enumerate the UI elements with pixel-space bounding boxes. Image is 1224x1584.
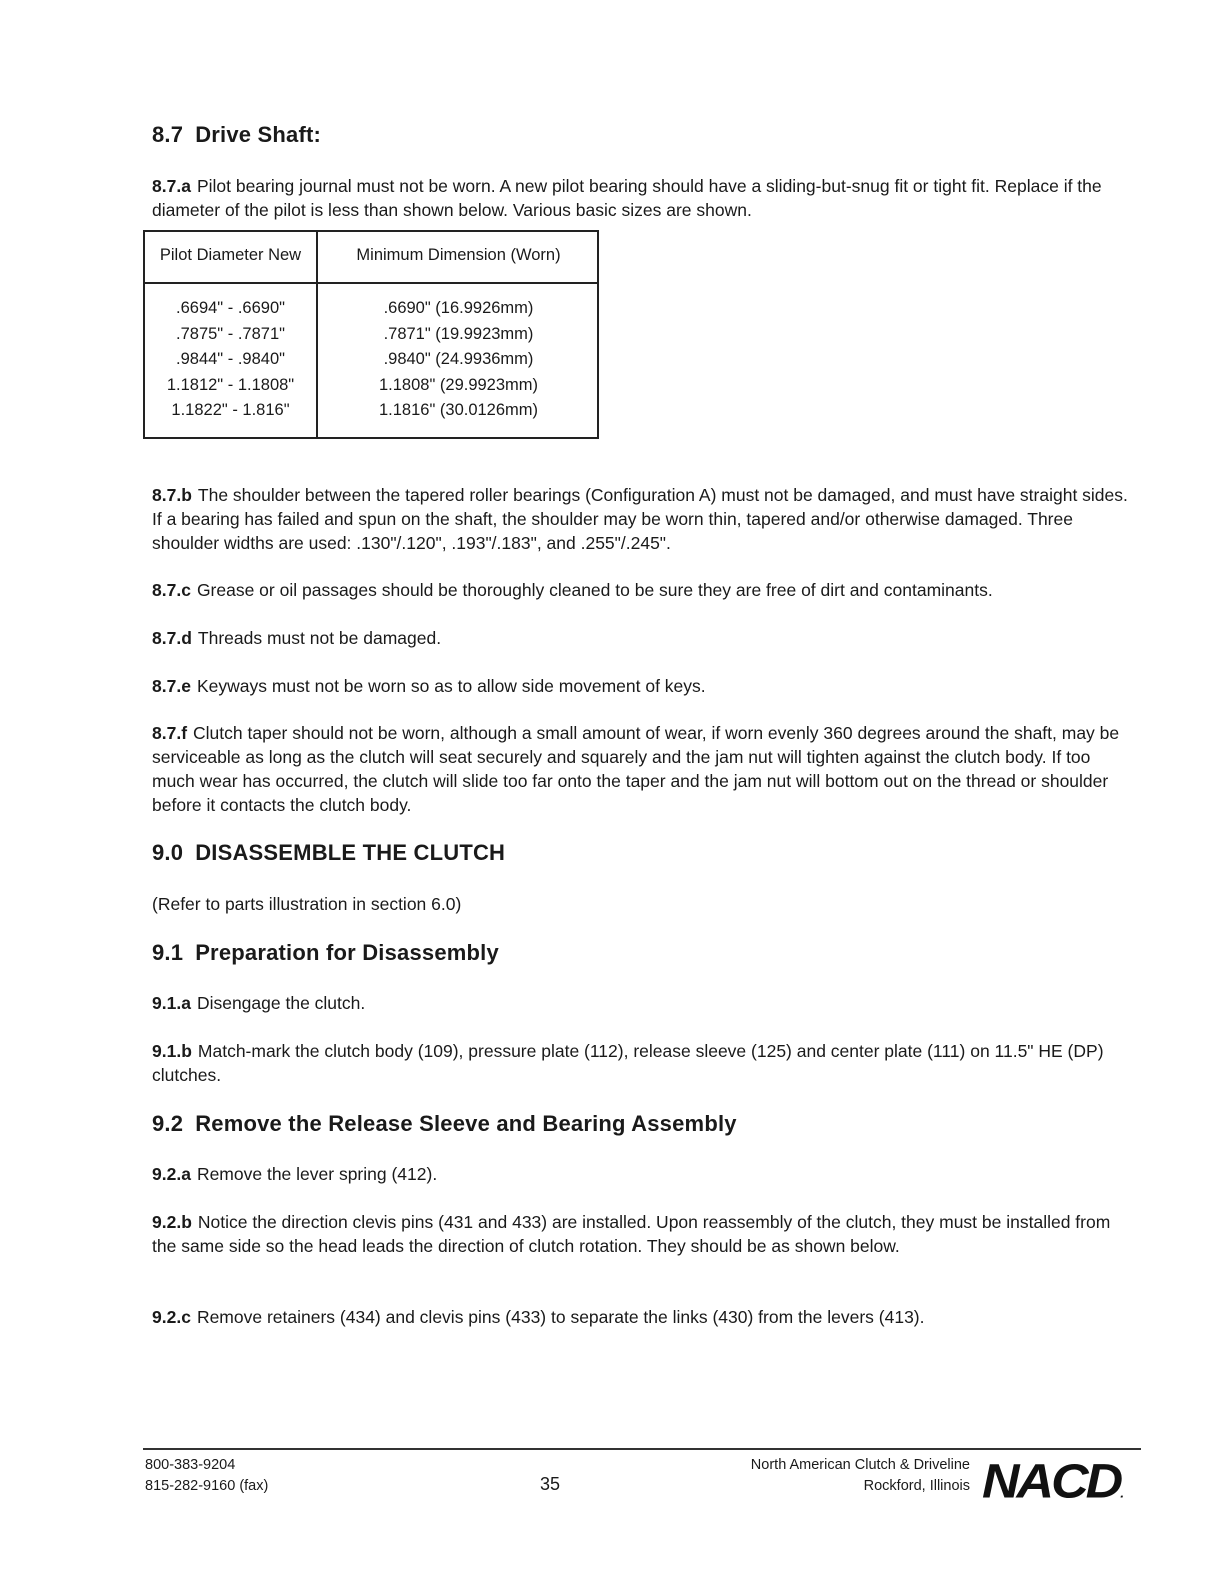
paragraph-text: Remove the lever spring (412). — [196, 1164, 438, 1184]
table-header-divider — [145, 282, 597, 284]
heading-number: 9.2 — [152, 1111, 184, 1136]
footer-company — [700, 1455, 970, 1497]
paragraph-text: Clutch taper should not be worn, although a small amount of wear, if worn evenly 360 degrees around the shaft, may be serviceable as long as the clutch will seat securely and squarely and the jam nut will tighten against the clutch body. If too much wear has occurred, the clutch will slide too far onto the taper and the jam nut will bottom out on the thread or shoulder before it contacts the clutch body. — [152, 723, 1120, 815]
paragraph-label: 9.2.a — [152, 1164, 191, 1184]
paragraph-8-7-a — [152, 174, 1132, 222]
paragraph-9-2-a — [152, 1162, 1132, 1186]
table-column-new — [145, 296, 316, 424]
paragraph-8-7-b — [152, 483, 1132, 555]
table-column-worn — [318, 296, 599, 424]
paragraph-9-2-c — [152, 1305, 1132, 1329]
paragraph-label: 9.2.b — [152, 1212, 192, 1232]
heading-number: 9.0 — [152, 840, 184, 865]
paragraph-8-7-e — [152, 674, 1132, 698]
heading-8-7 — [152, 122, 321, 148]
table-cell: .7875" - .7871" — [176, 324, 285, 343]
logo-text: NACD — [982, 1455, 1121, 1509]
table-header-pilot-diameter: Pilot Diameter New — [159, 246, 302, 264]
paragraph-label: 9.2.c — [152, 1307, 191, 1327]
heading-title: Drive Shaft: — [195, 122, 322, 147]
heading-9-0 — [152, 840, 505, 866]
table-cell: 1.1816" (30.0126mm) — [378, 401, 539, 419]
table-cell: .9840" (24.9936mm) — [383, 350, 534, 368]
footer-divider — [143, 1448, 1141, 1450]
heading-number: 9.1 — [152, 940, 184, 965]
footer-company-name: North American Clutch & Driveline — [750, 1457, 970, 1473]
table-cell: .9844" - .9840" — [176, 350, 285, 368]
table-cell: .6690" (16.9926mm) — [383, 299, 534, 317]
paragraph-label: 8.7.a — [152, 176, 191, 196]
paragraph-label: 8.7.d — [152, 628, 192, 648]
paragraph-9-1-b — [152, 1039, 1132, 1087]
paragraph-label: 8.7.e — [152, 676, 191, 696]
paragraph-8-7-d — [152, 626, 1132, 650]
table-cell: .6694" - .6690" — [176, 299, 285, 317]
pilot-diameter-table — [143, 230, 599, 439]
paragraph-text: (Refer to parts illustration in section 6.0) — [152, 894, 462, 914]
heading-9-2 — [152, 1111, 737, 1137]
paragraph-text: Keyways must not be worn so as to allow side movement of keys. — [196, 676, 706, 696]
paragraph-text: The shoulder between the tapered roller bearings (Configuration A) must not be damaged, and must have straight sides. If a bearing has failed and spun on the shaft, the shoulder may be worn thin, tapered and/or otherwise damaged. Three shoulder widths are used: .130"/.120", .193"/.183", and .255"/.245". — [152, 485, 1128, 553]
heading-9-1 — [152, 940, 499, 966]
table-cell: 1.1808" (29.9923mm) — [378, 375, 539, 394]
paragraph-9-0-note — [152, 892, 1132, 916]
paragraph-text: Notice the direction clevis pins (431 and 433) are installed. Upon reassembly of the clutch, they must be installed from the same side so the head leads the direction of clutch rotation. They should be as shown below. — [152, 1212, 1111, 1256]
heading-title: Preparation for Disassembly — [195, 940, 499, 965]
paragraph-label: 8.7.b — [152, 485, 192, 505]
paragraph-9-1-a — [152, 991, 1132, 1015]
table-cell: 1.1822" - 1.816" — [171, 401, 290, 419]
paragraph-9-2-b — [152, 1210, 1132, 1258]
page-number: 35 — [540, 1474, 561, 1494]
heading-title: Remove the Release Sleeve and Bearing Assembly — [195, 1111, 737, 1136]
heading-number: 8.7 — [152, 122, 184, 147]
paragraph-label: 8.7.c — [152, 580, 191, 600]
paragraph-label: 8.7.f — [152, 723, 188, 743]
heading-title: DISASSEMBLE THE CLUTCH — [195, 840, 506, 865]
footer-location: Rockford, Illinois — [863, 1478, 970, 1494]
paragraph-8-7-c — [152, 578, 1132, 602]
nacd-logo: NACD. — [982, 1455, 1125, 1509]
paragraph-text: Remove retainers (434) and clevis pins (433) to separate the links (430) from the levers (413). — [196, 1307, 925, 1327]
paragraph-text: Match-mark the clutch body (109), pressure plate (112), release sleeve (125) and center plate (111) on 11.5" HE (DP) clutches. — [152, 1041, 1104, 1085]
table-header-minimum-dimension: Minimum Dimension (Worn) — [356, 246, 561, 264]
paragraph-text: Disengage the clutch. — [196, 993, 366, 1013]
paragraph-label: 9.1.b — [152, 1041, 192, 1061]
footer-fax: 815-282-9160 (fax) — [145, 1478, 269, 1494]
paragraph-label: 9.1.a — [152, 993, 191, 1013]
paragraph-8-7-f — [152, 721, 1132, 817]
table-cell: 1.1812" - 1.1808" — [166, 375, 295, 394]
paragraph-text: Pilot bearing journal must not be worn. A new pilot bearing should have a sliding-but-snug fit or tight fit. Replace if the diameter of the pilot is less than shown below. Various basic sizes are shown. — [152, 176, 1102, 220]
paragraph-text: Threads must not be damaged. — [197, 628, 442, 648]
footer-contact — [145, 1455, 268, 1497]
table-cell: .7871" (19.9923mm) — [383, 324, 534, 343]
footer-phone: 800-383-9204 — [145, 1457, 236, 1473]
paragraph-text: Grease or oil passages should be thoroughly cleaned to be sure they are free of dirt and contaminants. — [196, 580, 993, 600]
